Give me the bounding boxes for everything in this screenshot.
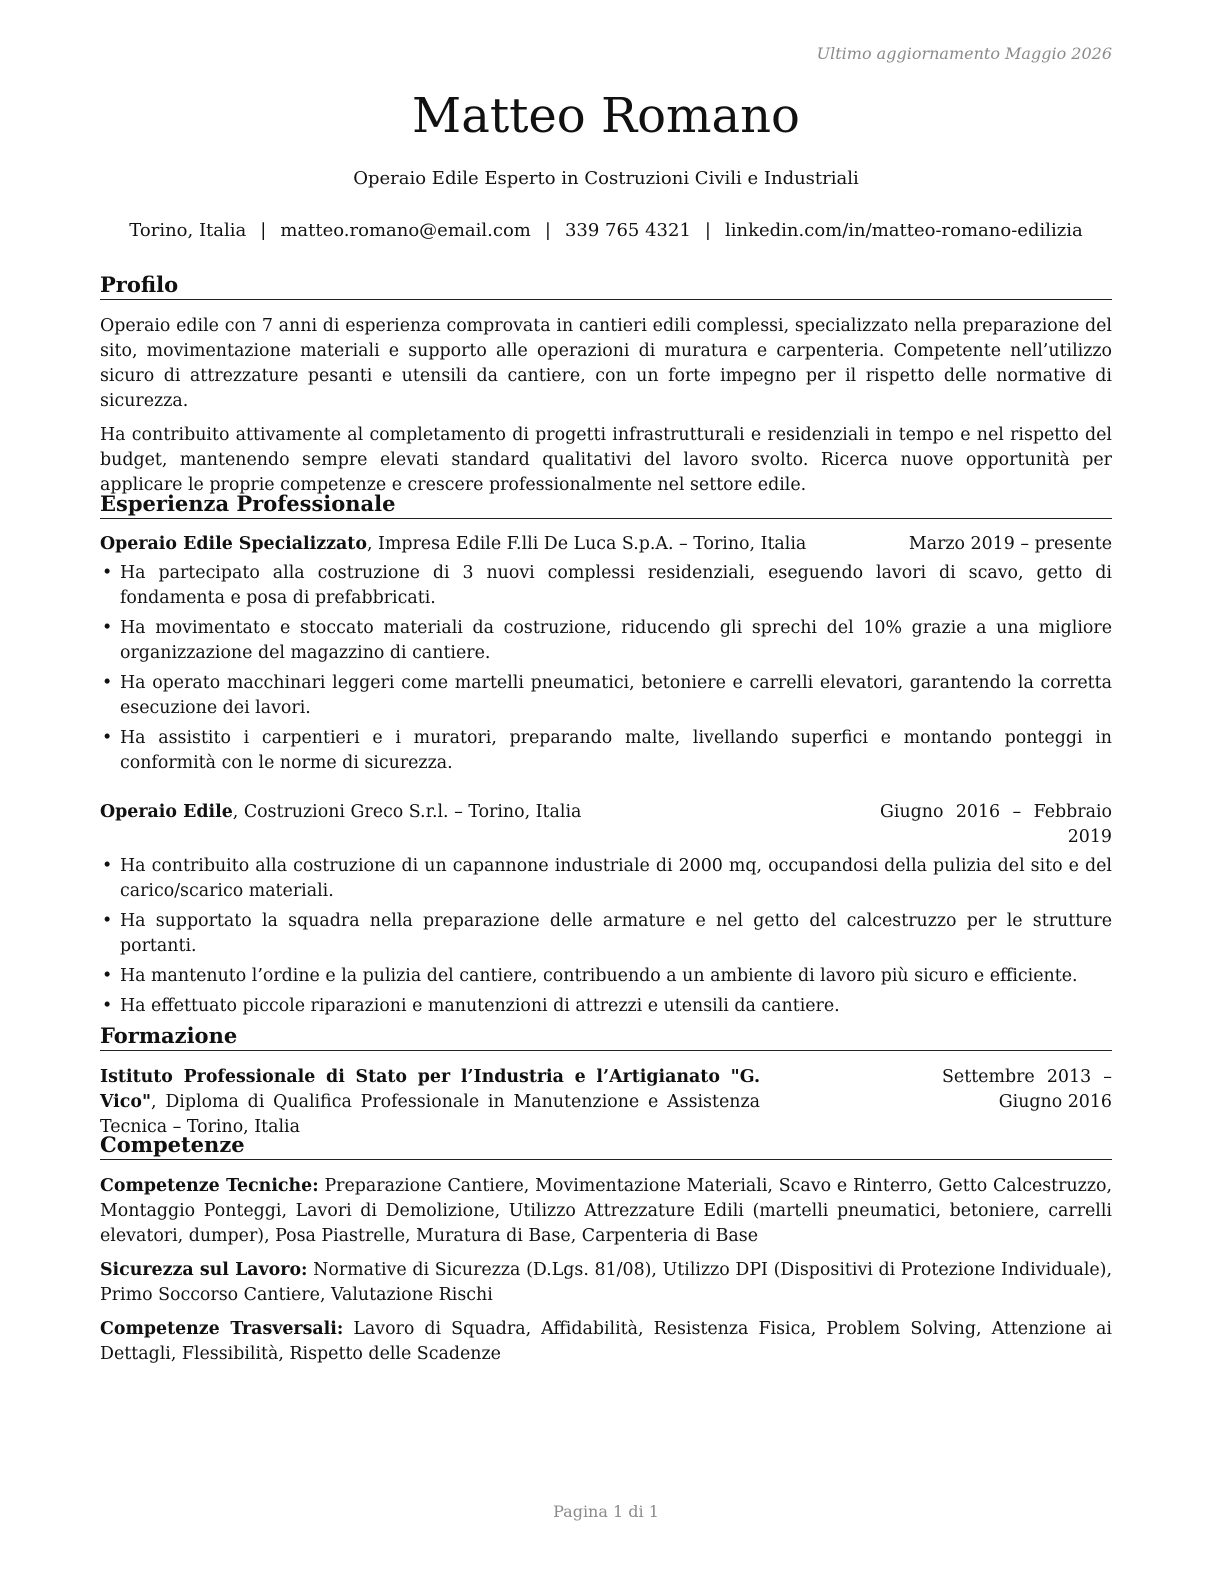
list-item: [100, 671, 1112, 721]
last-updated: Ultimo aggiornamento Maggio 2026: [816, 44, 1112, 63]
section-title-profile: Profilo: [100, 272, 1112, 300]
job-company: , Impresa Edile F.lli De Luca S.p.A. – Torino, Italia: [366, 534, 807, 554]
contact-separator: |: [544, 220, 551, 241]
job-bullets: [100, 561, 1112, 776]
section-title-experience: Esperienza Professionale: [100, 491, 1112, 519]
candidate-headline: Operaio Edile Esperto in Costruzioni Civili e Industriali: [353, 168, 859, 189]
resume-page: [100, 0, 1112, 1584]
contact-phone[interactable]: 339 765 4321: [564, 220, 691, 241]
profile-section: [100, 314, 1112, 498]
bullet-text: Ha partecipato alla costruzione di 3 nuovi complessi residenziali, eseguendo lavori di scavo, getto di fondamenta e posa di prefabbricati.: [120, 563, 1112, 608]
education-dates: Settembre 2013 – Giugno 2016: [942, 1067, 1112, 1112]
skill-group-text: Lavoro di Squadra, Affidabilità, Resistenza Fisica, Problem Solving, Attenzione ai Dettagli, Flessibilità, Rispetto delle Scadenze: [100, 1319, 1112, 1364]
contact-separator: |: [704, 220, 711, 241]
education-row: [100, 1065, 1112, 1140]
bullet-icon: •: [102, 618, 113, 638]
bullet-text: Ha movimentato e stoccato materiali da costruzione, riducendo gli sprechi del 10% grazie a una migliore organizzazione del magazzino di cantiere.: [120, 618, 1112, 663]
list-item: [100, 616, 1112, 666]
job-dates: Marzo 2019 – presente: [908, 534, 1112, 554]
job-dates: Giugno 2016 – Febbraio 2019: [880, 802, 1112, 847]
job-company: , Costruzioni Greco S.r.l. – Torino, Italia: [232, 802, 582, 822]
job-title-line: [100, 800, 581, 825]
skills-section: [100, 1174, 1112, 1376]
list-item: [100, 726, 1112, 776]
education-school: Istituto Professionale di Stato per l’Industria e l’Artigianato "G. Vico": [100, 1067, 760, 1112]
profile-paragraph: Operaio edile con 7 anni di esperienza comprovata in cantieri edili complessi, specializzato nella preparazione del sito, movimentazione materiali e supporto alle operazioni di muratura e carpenteria. Competente nell’utilizzo sicuro di attrezzature pesanti e utensili da cantiere, con un forte impegno per il rispetto delle normative di sicurezza.: [100, 316, 1112, 411]
list-item: [100, 561, 1112, 611]
bullet-text: Ha effettuato piccole riparazioni e manutenzioni di attrezzi e utensili da cantiere.: [120, 996, 840, 1016]
contact-line: [100, 219, 1112, 243]
job-entry: [100, 800, 1112, 1024]
page-number: Pagina 1 di 1: [553, 1502, 659, 1521]
list-item: [100, 964, 1112, 989]
bullet-text: Ha assistito i carpentieri e i muratori, preparando malte, livellando superfici e montando ponteggi in conformità con le norme di sicurezza.: [120, 728, 1112, 773]
bullet-text: Ha contribuito alla costruzione di un capannone industriale di 2000 mq, occupandosi della pulizia del sito e del carico/scarico materiali.: [120, 856, 1112, 901]
list-item: [100, 994, 1112, 1019]
bullet-icon: •: [102, 966, 113, 986]
section-title-skills: Competenze: [100, 1132, 1112, 1160]
list-item: [100, 909, 1112, 959]
education-detail: , Diploma di Qualifica Professionale in Manutenzione e Assistenza Tecnica – Torino, Italia: [100, 1092, 760, 1137]
job-role: Operaio Edile: [100, 802, 233, 822]
skill-group-label: Competenze Tecniche:: [100, 1176, 319, 1196]
bullet-text: Ha mantenuto l’ordine e la pulizia del cantiere, contribuendo a un ambiente di lavoro più sicuro e efficiente.: [120, 966, 1078, 986]
bullet-icon: •: [102, 673, 113, 693]
skill-group: [100, 1258, 1112, 1308]
job-header: [100, 800, 1112, 850]
candidate-name: Matteo Romano: [412, 88, 800, 144]
education-description: [100, 1065, 760, 1140]
skill-group-label: Sicurezza sul Lavoro:: [100, 1260, 308, 1280]
bullet-icon: •: [102, 856, 113, 876]
bullet-icon: •: [102, 563, 113, 583]
skill-group: [100, 1174, 1112, 1249]
skill-group-text: Normative di Sicurezza (D.Lgs. 81/08), Utilizzo DPI (Dispositivi di Protezione Individuale), Primo Soccorso Cantiere, Valutazione Rischi: [100, 1260, 1112, 1305]
skill-group-label: Competenze Trasversali:: [100, 1319, 344, 1339]
contact-location: Torino, Italia: [129, 220, 247, 241]
job-title-line: [100, 532, 806, 557]
job-bullets: [100, 854, 1112, 1019]
contact-separator: |: [260, 220, 267, 241]
profile-paragraph: Ha contribuito attivamente al completamento di progetti infrastrutturali e residenziali in tempo e nel rispetto del budget, mantenendo sempre elevati standard qualitativi del lavoro svolto. Ricerca nuove opportunità per applicare le proprie competenze e crescere professionalmente nel settore edile.: [100, 425, 1112, 495]
contact-linkedin[interactable]: linkedin.com/in/matteo-romano-edilizia: [724, 220, 1083, 241]
job-entry: [100, 532, 1112, 781]
job-header: [100, 532, 1112, 557]
bullet-text: Ha operato macchinari leggeri come martelli pneumatici, betoniere e carrelli elevatori, garantendo la corretta esecuzione dei lavori.: [120, 673, 1112, 718]
bullet-icon: •: [102, 911, 113, 931]
skill-group: [100, 1317, 1112, 1367]
bullet-icon: •: [102, 996, 113, 1016]
section-title-education: Formazione: [100, 1023, 1112, 1051]
contact-email[interactable]: matteo.romano@email.com: [280, 220, 531, 241]
skill-group-text: Preparazione Cantiere, Movimentazione Materiali, Scavo e Rinterro, Getto Calcestruzzo, Montaggio Ponteggi, Lavori di Demolizione, Utilizzo Attrezzature Edili (martelli pneumatici, betoniere, carrelli elevatori, dumper), Posa Piastrelle, Muratura di Base, Carpenteria di Base: [100, 1176, 1112, 1246]
bullet-icon: •: [102, 728, 113, 748]
education-entry: [100, 1065, 1112, 1140]
list-item: [100, 854, 1112, 904]
bullet-text: Ha supportato la squadra nella preparazione delle armature e nel getto del calcestruzzo per le strutture portanti.: [120, 911, 1112, 956]
job-role: Operaio Edile Specializzato: [100, 534, 367, 554]
